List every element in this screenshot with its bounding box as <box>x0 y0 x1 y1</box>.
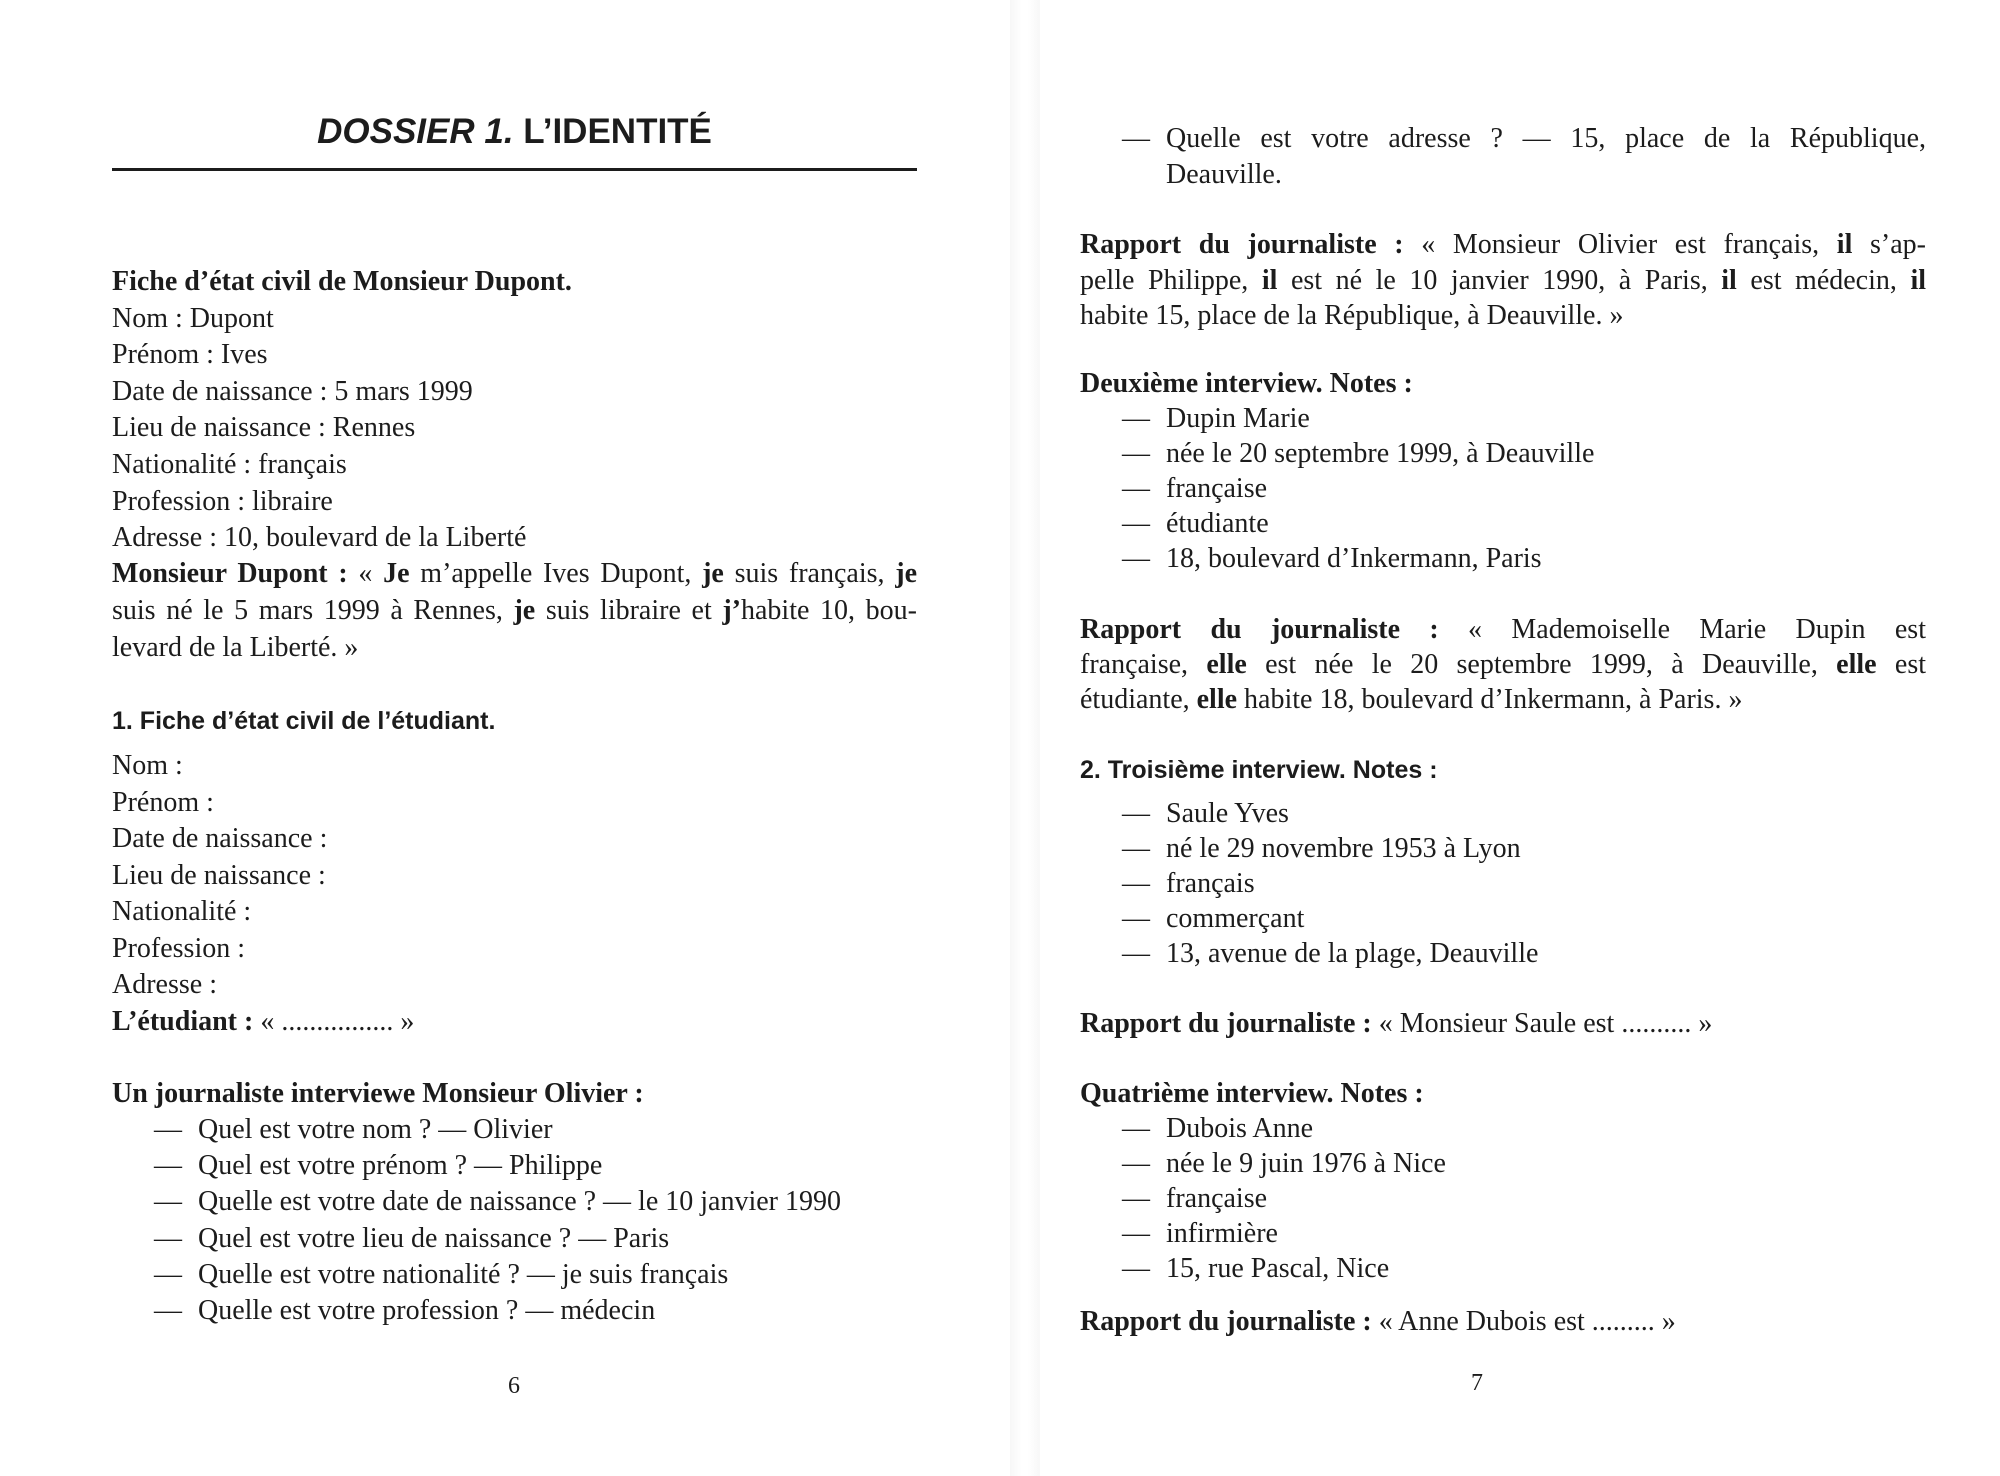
right-page <box>1040 0 2000 1476</box>
interview-line: — Quel est votre nom ? — Olivier <box>154 1114 553 1145</box>
report-2-line-2: française, elle est née le 20 septembre 1999, à Deauville, elle est <box>1080 649 1926 680</box>
interview-line: — Quel est votre prénom ? — Philippe <box>154 1150 603 1181</box>
interview-heading: Un journaliste interviewe Monsieur Olivier : <box>112 1078 644 1109</box>
report-2-line-1: Rapport du journaliste : « Mademoiselle Marie Dupin est <box>1080 614 1926 645</box>
exercise-1-line: Prénom : <box>112 787 214 818</box>
address-question: — Quelle est votre adresse ? — 15, place de la République, <box>1122 123 1926 154</box>
report-2-line-3: étudiante, elle habite 18, boulevard d’Inkermann, à Paris. » <box>1080 684 1743 715</box>
interview-3-note: — Saule Yves <box>1122 798 1289 829</box>
address-question-cont: Deauville. <box>1166 159 1282 190</box>
fiche-line: Prénom : Ives <box>112 339 268 370</box>
interview-4-note: — Dubois Anne <box>1122 1113 1313 1144</box>
fiche-line: Nom : Dupont <box>112 303 274 334</box>
book-gutter <box>1010 0 1040 1476</box>
exercise-1-line: Adresse : <box>112 969 217 1000</box>
dossier-title: DOSSIER 1. L’IDENTITÉ <box>317 112 712 151</box>
interview-3-note: — commerçant <box>1122 903 1305 934</box>
exercise-1-heading: 1. Fiche d’état civil de l’étudiant. <box>112 707 496 735</box>
interview-2-note: — étudiante <box>1122 508 1269 539</box>
report-1-line-1: Rapport du journaliste : « Monsieur Olivier est français, il s’ap- <box>1080 229 1926 260</box>
interview-2-note: — 18, boulevard d’Inkermann, Paris <box>1122 543 1542 574</box>
interview-4-note: — née le 9 juin 1976 à Nice <box>1122 1148 1446 1179</box>
interview-3-note: — français <box>1122 868 1255 899</box>
page-number: 7 <box>1471 1370 1483 1396</box>
fiche-line: Profession : libraire <box>112 486 333 517</box>
dupont-speech-line-3: levard de la Liberté. » <box>112 632 359 663</box>
interview-line: — Quel est votre lieu de naissance ? — Paris <box>154 1223 670 1254</box>
report-4: Rapport du journaliste : « Anne Dubois est ......... » <box>1080 1306 1676 1337</box>
interview-4-note: — française <box>1122 1183 1268 1214</box>
exercise-1-line: Nationalité : <box>112 896 252 927</box>
dupont-speech-line-2: suis né le 5 mars 1999 à Rennes, je suis libraire et j’habite 10, bou- <box>112 595 917 626</box>
interview-2-note: — née le 20 septembre 1999, à Deauville <box>1122 438 1595 469</box>
fiche-line: Nationalité : français <box>112 449 347 480</box>
interview-3-heading: 2. Troisième interview. Notes : <box>1080 756 1438 784</box>
interview-line: — Quelle est votre profession ? — médecin <box>154 1295 656 1326</box>
interview-4-heading: Quatrième interview. Notes : <box>1080 1078 1424 1109</box>
interview-line: — Quelle est votre date de naissance ? — le 10 janvier 1990 <box>154 1186 841 1217</box>
exercise-1-line: Profession : <box>112 933 245 964</box>
interview-3-note: — né le 29 novembre 1953 à Lyon <box>1122 833 1521 864</box>
fiche-line: Date de naissance : 5 mars 1999 <box>112 376 473 407</box>
exercise-1-line: Date de naissance : <box>112 823 328 854</box>
exercise-1-line: Nom : <box>112 750 183 781</box>
fiche-line: Adresse : 10, boulevard de la Liberté <box>112 522 527 553</box>
exercise-1-student-line: L’étudiant : « ................ » <box>112 1006 415 1037</box>
interview-2-heading: Deuxième interview. Notes : <box>1080 368 1413 399</box>
interview-4-note: — 15, rue Pascal, Nice <box>1122 1253 1390 1284</box>
title-underline <box>112 168 917 171</box>
exercise-1-line: Lieu de naissance : <box>112 860 326 891</box>
fiche-heading: Fiche d’état civil de Monsieur Dupont. <box>112 266 572 297</box>
interview-2-note: — française <box>1122 473 1268 504</box>
report-1-line-2: pelle Philippe, il est né le 10 janvier 1990, à Paris, il est médecin, il <box>1080 265 1926 296</box>
dupont-speech-line-1: Monsieur Dupont : « Je m’appelle Ives Dupont, je suis français, je <box>112 558 918 589</box>
report-3: Rapport du journaliste : « Monsieur Saule est .......... » <box>1080 1008 1713 1039</box>
interview-2-note: — Dupin Marie <box>1122 403 1310 434</box>
report-1-line-3: habite 15, place de la République, à Deauville. » <box>1080 300 1624 331</box>
interview-4-note: — infirmière <box>1122 1218 1278 1249</box>
interview-3-note: — 13, avenue de la plage, Deauville <box>1122 938 1539 969</box>
interview-line: — Quelle est votre nationalité ? — je suis français <box>154 1259 729 1290</box>
page-number: 6 <box>508 1373 520 1399</box>
fiche-line: Lieu de naissance : Rennes <box>112 412 416 443</box>
